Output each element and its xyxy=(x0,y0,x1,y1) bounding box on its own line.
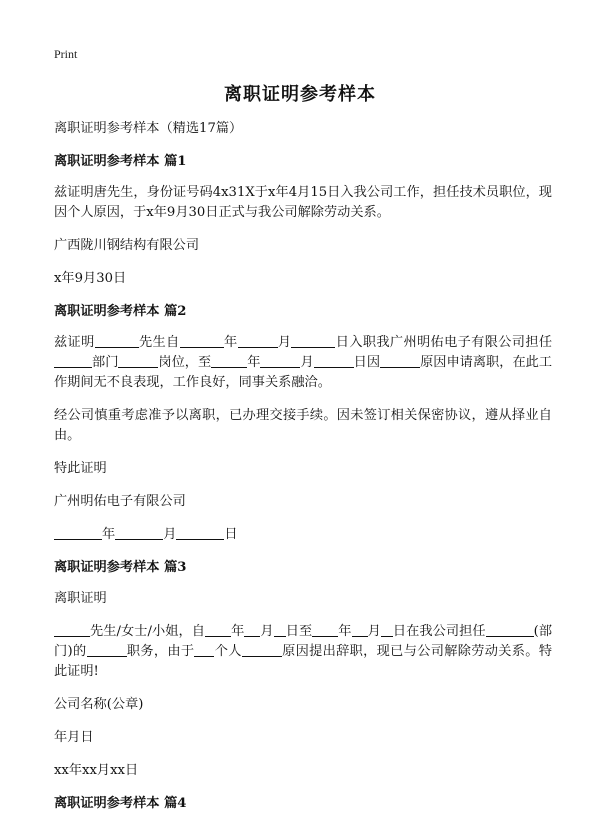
section-3-date-label: 年月日 xyxy=(54,730,94,745)
blank-line xyxy=(115,525,163,540)
blank-line xyxy=(176,525,224,540)
section-3-body xyxy=(54,622,552,682)
text-fragment: 部门 xyxy=(92,355,119,370)
text-fragment: 原因申请离职，在此工作期间无不良表现，工作良好，同事关系融洽。 xyxy=(54,355,553,390)
section-2-date xyxy=(54,525,552,545)
blank-line xyxy=(352,622,368,637)
text-fragment: 原因提出辞职，现已与公司解除劳动关系。特此证明! xyxy=(54,644,553,679)
text-fragment: 月 xyxy=(277,335,292,350)
section-heading-1: 离职证明参考样本 篇1 xyxy=(54,154,187,169)
page-title: 离职证明参考样本 xyxy=(224,84,376,105)
text-fragment: 月 xyxy=(367,624,381,639)
blank-line xyxy=(87,642,127,657)
text-fragment: 日入职我广州明佑电子有限公司担任 xyxy=(335,335,553,350)
section-heading-3: 离职证明参考样本 篇3 xyxy=(54,560,187,575)
blank-line xyxy=(180,333,224,348)
text-fragment: 月 xyxy=(163,527,177,542)
blank-line xyxy=(242,642,282,657)
text-fragment: 日至 xyxy=(285,624,313,639)
section-2-company: 广州明佑电子有限公司 xyxy=(54,494,186,509)
text-fragment: 年 xyxy=(231,624,245,639)
section-heading-4: 离职证明参考样本 篇4 xyxy=(54,796,187,811)
text-fragment: 年 xyxy=(247,355,261,370)
blank-line xyxy=(238,333,278,348)
blank-line xyxy=(314,353,354,368)
blank-line xyxy=(95,333,139,348)
document-body xyxy=(54,119,552,825)
blank-line xyxy=(244,622,260,637)
blank-line xyxy=(54,622,90,637)
blank-line xyxy=(291,333,335,348)
document-subtitle: 离职证明参考样本（精选17篇） xyxy=(54,121,243,136)
blank-line xyxy=(486,622,534,637)
blank-line xyxy=(205,622,231,637)
text-fragment: 日因 xyxy=(353,355,381,370)
section-2-approval: 经公司慎重考虑准予以离职，已办理交接手续。因未签订相关保密协议，遵从择业自由。 xyxy=(54,408,552,443)
text-fragment: 先生/女士/小姐，自 xyxy=(90,624,206,639)
print-link[interactable]: Print xyxy=(54,47,78,61)
blank-line xyxy=(54,353,92,368)
text-fragment: 兹证明 xyxy=(54,335,95,350)
text-fragment: 岗位，至 xyxy=(158,355,212,370)
section-2-body xyxy=(54,333,552,393)
text-fragment: 个人 xyxy=(214,644,242,659)
text-fragment: (部门)的 xyxy=(54,624,553,659)
blank-line xyxy=(118,353,158,368)
text-fragment: 职务，由于 xyxy=(126,644,195,659)
blank-line xyxy=(380,353,420,368)
text-fragment: 年 xyxy=(338,624,352,639)
blank-line xyxy=(274,622,286,637)
text-fragment: 日在我公司担任 xyxy=(392,624,486,639)
text-fragment: 日 xyxy=(224,527,238,542)
text-fragment: 先生自 xyxy=(138,335,180,350)
blank-line xyxy=(312,622,338,637)
section-3-title: 离职证明 xyxy=(54,591,107,606)
blank-line xyxy=(260,353,300,368)
section-1-date: x年9月30日 xyxy=(54,271,127,286)
section-3-company: 公司名称(公章) xyxy=(54,697,144,712)
section-heading-2: 离职证明参考样本 篇2 xyxy=(54,304,187,319)
blank-line xyxy=(211,353,247,368)
section-1-company: 广西陇川钢结构有限公司 xyxy=(54,238,200,253)
text-fragment: 月 xyxy=(300,355,314,370)
text-fragment: 年 xyxy=(102,527,116,542)
section-3-date: xx年xx月xx日 xyxy=(54,763,139,778)
section-2-certify: 特此证明 xyxy=(54,461,107,476)
text-fragment: 年 xyxy=(223,335,238,350)
text-fragment: 月 xyxy=(260,624,274,639)
blank-line xyxy=(381,622,393,637)
blank-line xyxy=(54,525,102,540)
section-1-body: 兹证明唐先生，身份证号码4x31X于x年4月15日入我公司工作，担任技术员职位，现因个人原因，于x年9月30日正式与我公司解除劳动关系。 xyxy=(54,185,552,220)
blank-line xyxy=(194,642,214,657)
